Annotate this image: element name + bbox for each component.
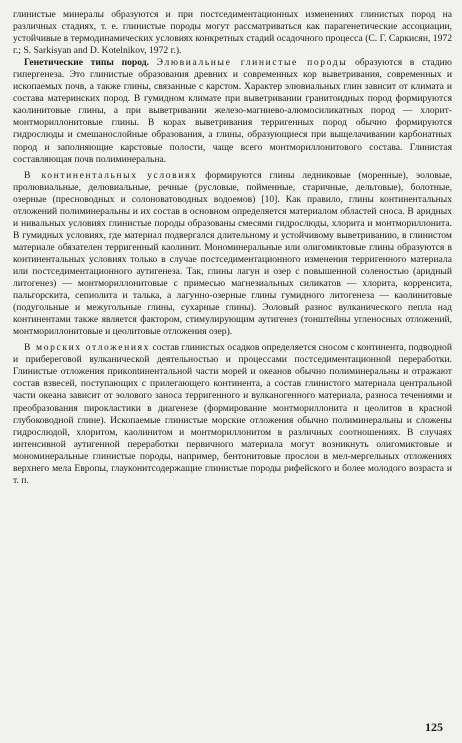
paragraph-eluvial — [13, 57, 452, 165]
paragraph-marine — [13, 342, 452, 487]
paragraph-marine-text: состав глинистых осадков определяется сносом с континента, подводной и прибереговой вулканической деятельностью и процессами постседиментационной переработки. Глинистые отложения прикontинентальной части морей и океанов обычно полиминеральны и отражают состав взвесей, поступающих с прилегающего континента, а состав глинистого материала центральной части океана зависит от эолового заноса терригенного и вулканогенного материала, разноса течениями и преобразования пирокластики в диагенезе (формирование монтмориллонита и цеолитов в красной глубоководной глине). Ископаемые глинистые морские отложения обычно полиминеральны и сложены гидрослюдой, хлоритом, каолинитом и монтмориллонитом в различных соотношениях. В случаях интенсивной аутигенной переработки первичного материала могут возникнуть олигомиктовые и мономинеральные глинистые породы, например, бентонитовые прослои в мел-мергельных отложениях верхнего мела Европы, глауконитсодержащие глинистые породы рифейского и более молодого возраста и т. п. — [13, 342, 452, 486]
spaced-term-continental: В континентальных условиях — [24, 169, 198, 181]
paragraph-eluvial-text: образуются в стадию гипергенеза. Это глинистые образования древних и современных кор выветривания, современных и ископаемых почв, а также глины, связанные с карстом. Характер элювиальных глин зависит от климата и состава материнских пород. В гумидном климате при выветривании гранитоидных пород формируются каолинитовые глины, а при выветривании железо-магниево-алюмосиликатных пород — хлорит-монтмориллонитовые глины. В корах выветривания терригенных пород обычно формируются гидрослюды и смешанослойные образования, а глины, образующиеся при выщелачивании карбонатных пород и заполняющие карстовые полости, чаще всего монтмориллонитового состава. Глинистая составляющая почв полиминеральна. — [13, 57, 452, 165]
page-number: 125 — [425, 720, 443, 734]
section-heading: Генетические типы пород. — [24, 57, 150, 69]
paragraph-continental — [13, 170, 452, 339]
spaced-term-marine: В морских отложениях — [24, 342, 150, 354]
paragraph-intro — [13, 9, 452, 57]
spaced-term-eluvial: Элювиальные глинистые породы — [156, 57, 348, 69]
paragraph-intro-text: глинистые минералы образуются и при постседиментационных изменениях глинистых пород на различных стадиях, т. е. глинистые породы могут рассматриваться как парагенетические ассоциации, устойчивые в термодинамических условиях конкретных стадий осадочного процесса (С. Г. Саркисян, 1972 г.; S. Sarkisyan and D. Kotelnikov, 1972 г.). — [13, 9, 452, 57]
paragraph-continental-text: формируются глины ледниковые (моренные), эоловые, пролювиальные, делювиальные, речные (русловые, пойменные, старичные, дельтовые), болотные, озерные (пресноводных и солоноватоводных водоемов) [10]. Как правило, глины континентальных отложений полиминеральны и их состав в основном определяется материалом областей сноса. В аридных и нивальных условиях глинистые породы образованы смесями гидрослюды, хлорита и монтмориллонита. В гумидных условиях, где материал подвергался длительному и устойчивому выветриванию, в глинистом материале обязателен терригенный каолинит. Мономинеральные или олигомиктовые глины образуются в континентальных условиях только в случае постседиментационного изменения терригенного материала или постседиментационного аутигенеза. Так, глины лагун и озер с повышенной соленостью (аридный литогенез) — монтмориллонитовые с примесью магнезиальных силикатов — хлорита, корренсита, пальгорскита, сепиолита и талька, а лагунно-озерные глины гумидного литогенеза — каолинитовые (подугольные и межугольные глины, сухарные глины). Эоловый разнос вулканического пепла над континентами также является фактором, стимулирующим аутигенез (тонштейны угленосных отложений, монтмориллонитовые и цеолитовые отложения озер). — [13, 169, 452, 338]
